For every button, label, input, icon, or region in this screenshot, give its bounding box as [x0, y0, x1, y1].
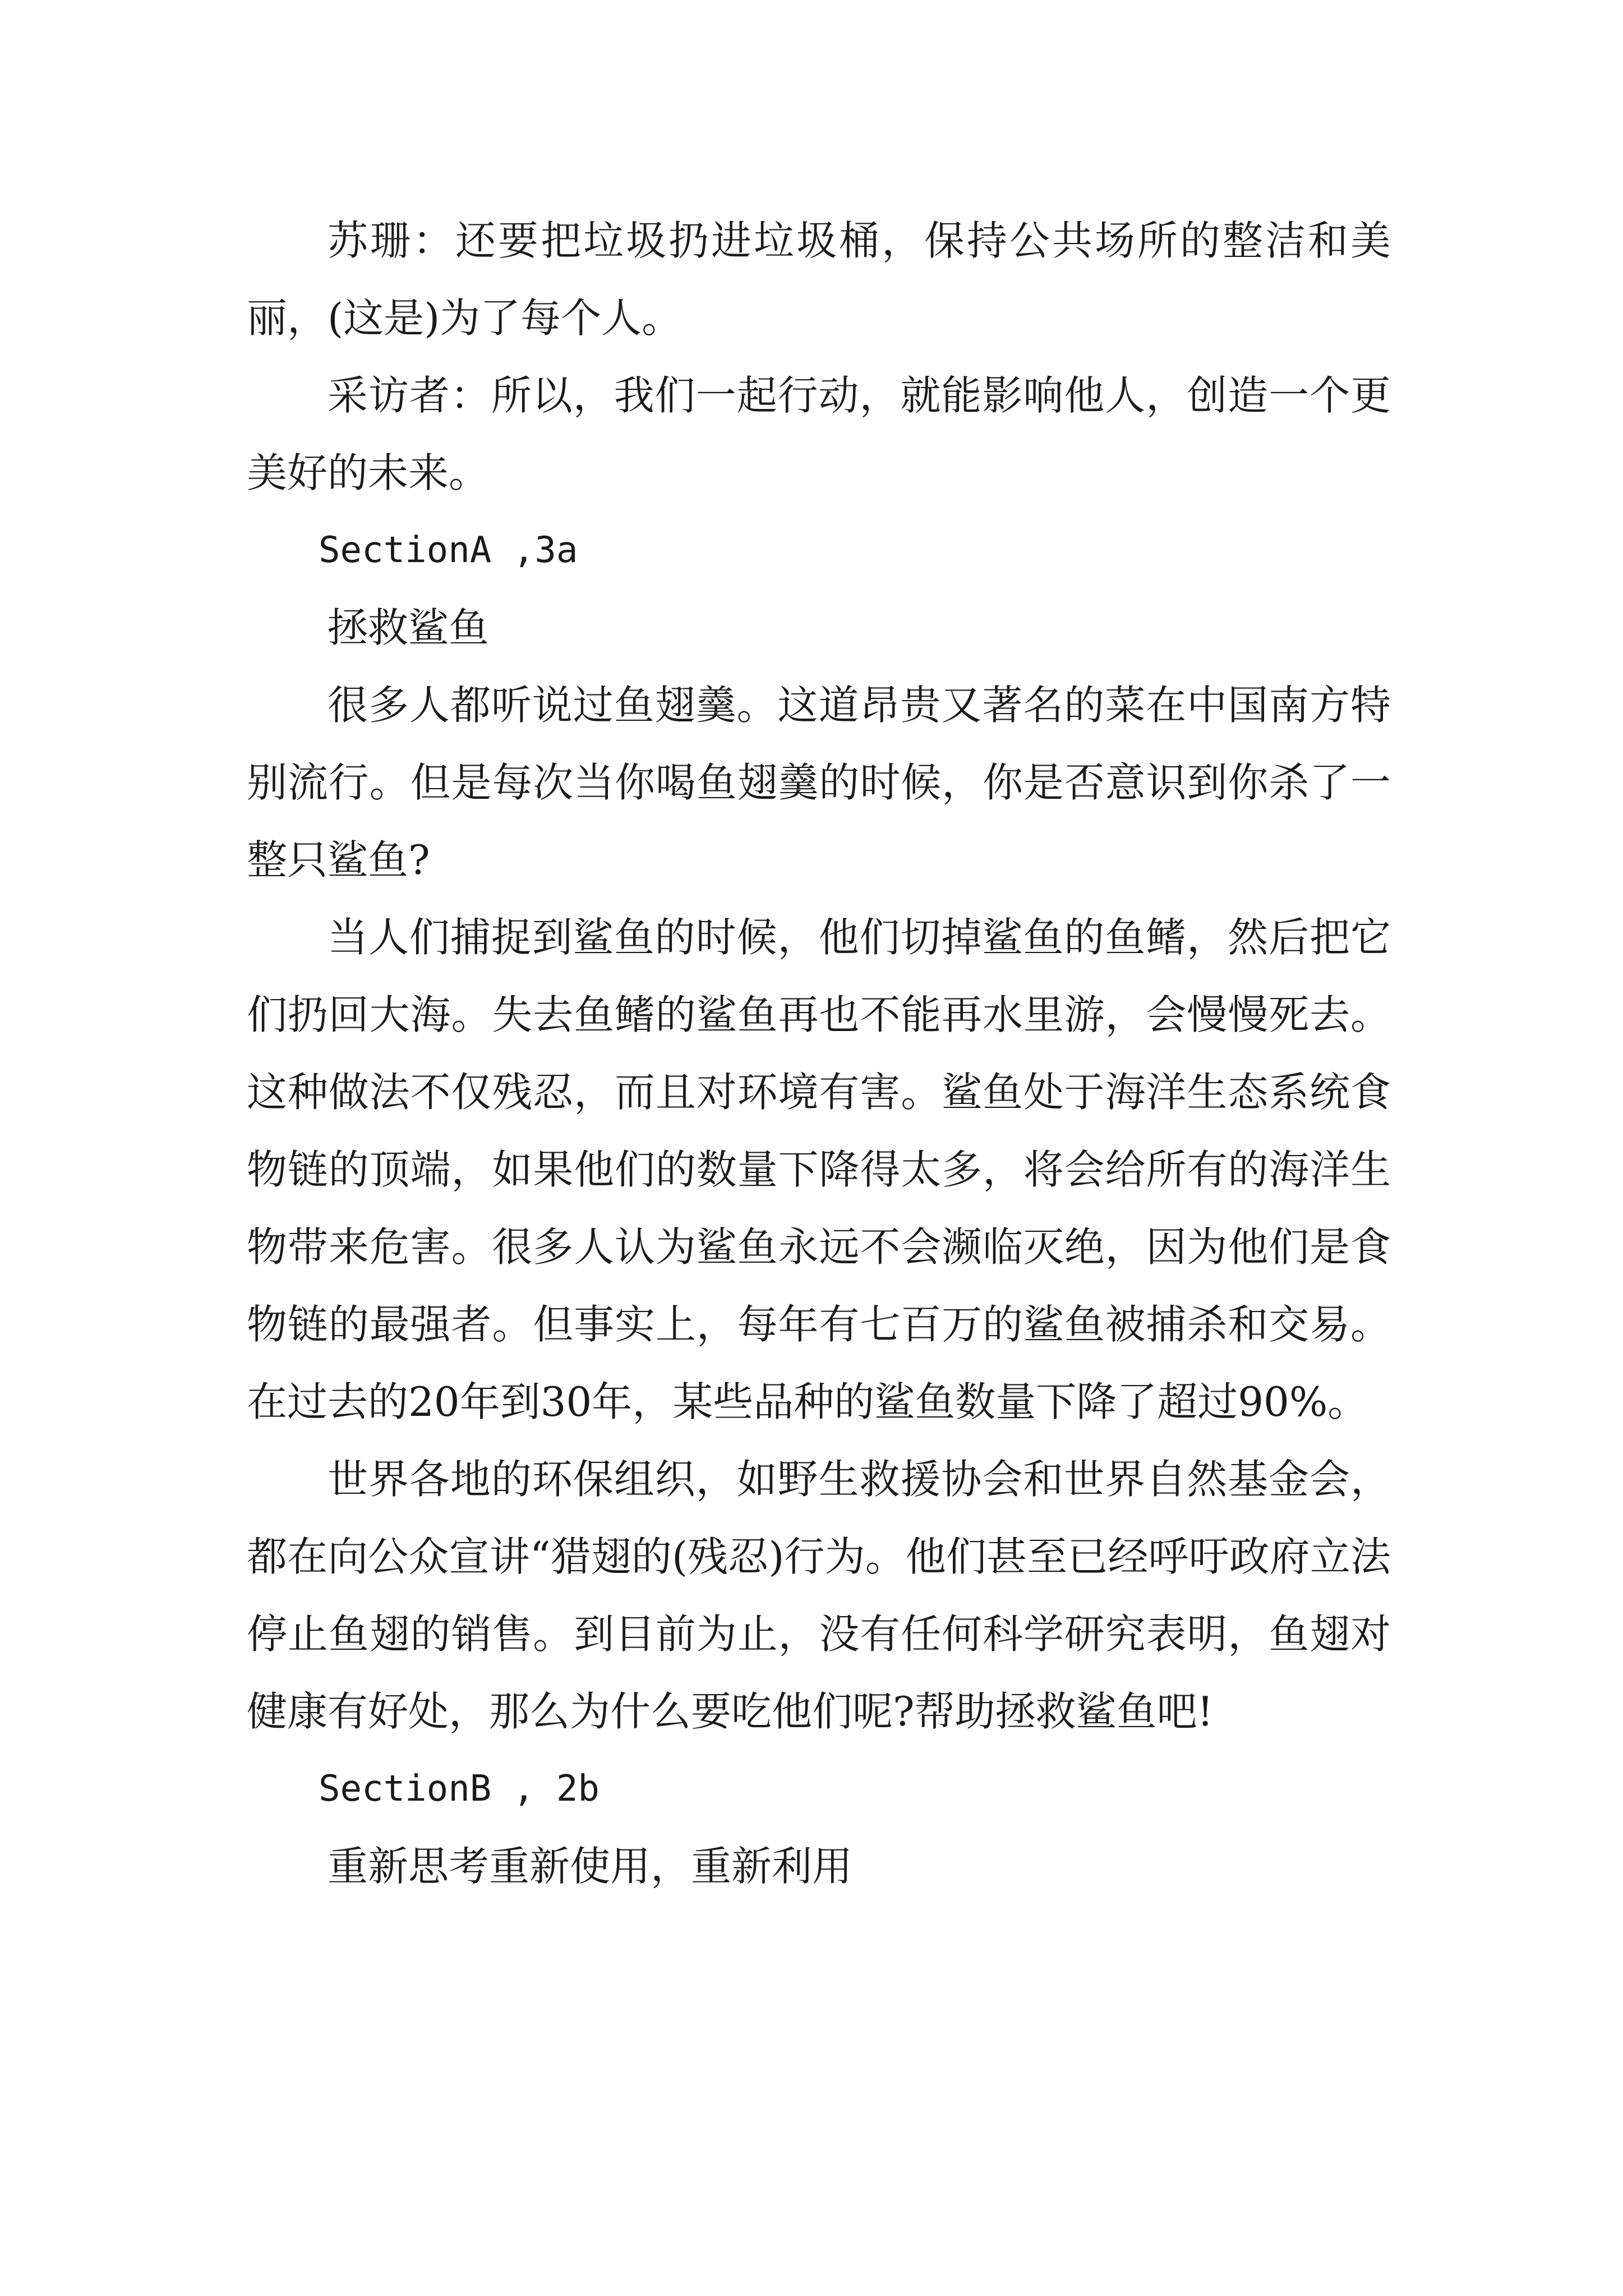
section-heading-a-3a: SectionA ,3a — [319, 530, 578, 571]
body-paragraph: 当人们捕捉到鲨鱼的时候，他们切掉鲨鱼的鱼鳍，然后把它们扔回大海。失去鱼鳍的鲨鱼再也不能再水里游，会慢慢死去。这种做法不仅残忍，而且对环境有害。鲨鱼处于海洋生态系统食物链的顶端，如果他们的数量下降得太多，将会给所有的海洋生物带来危害。很多人认为鲨鱼永远不会濒临灭绝，因为他们是食物链的最强者。但事实上，每年有七百万的鲨鱼被捕杀和交易。在过去的20年到30年，某些品种的鲨鱼数量下降了超过90%。 — [247, 914, 1391, 1425]
article-title: 拯救鲨鱼 — [328, 604, 490, 651]
dialogue-paragraph-interviewer: 采访者：所以，我们一起行动，就能影响他人，创造一个更美好的未来。 — [247, 372, 1391, 496]
section-heading-b-2b: SectionB , 2b — [319, 1768, 600, 1810]
article-title: 重新思考重新使用，重新利用 — [328, 1843, 853, 1890]
body-paragraph: 世界各地的环保组织，如野生救援协会和世界自然基金会，都在向公众宣讲“猎翅的(残忍)行为。他们甚至已经呼吁政府立法停止鱼翅的销售。到目前为止，没有任何科学研究表明，鱼翅对健康有好处，那么为什么要吃他们呢?帮助拯救鲨鱼吧! — [247, 1456, 1391, 1735]
dialogue-paragraph-susan: 苏珊：还要把垃圾扔进垃圾桶，保持公共场所的整洁和美丽，(这是)为了每个人。 — [247, 217, 1391, 342]
body-paragraph: 很多人都听说过鱼翅羹。这道昂贵又著名的菜在中国南方特别流行。但是每次当你喝鱼翅羹的时候，你是否意识到你杀了一整只鲨鱼? — [247, 682, 1391, 884]
document-body — [247, 202, 1391, 1905]
